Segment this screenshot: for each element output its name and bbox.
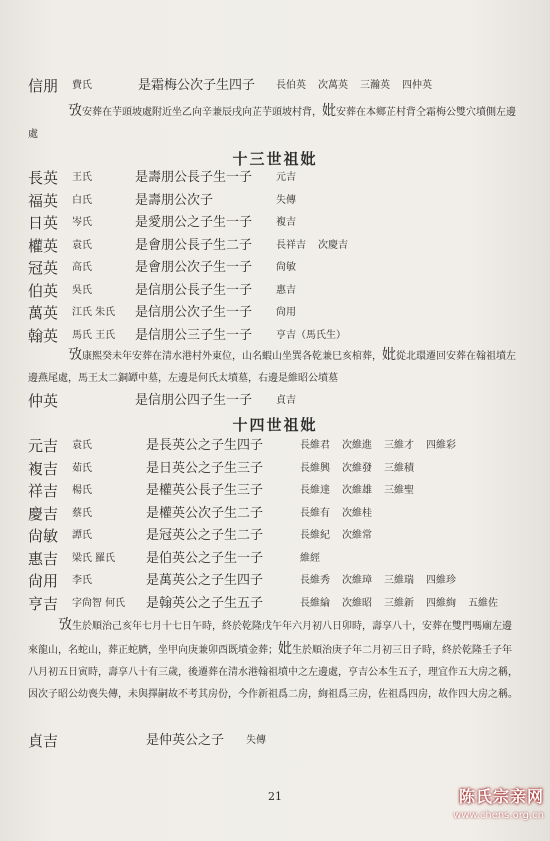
generation-name: 福英 [28, 191, 59, 210]
child-name: 四維彩 [426, 440, 456, 451]
lineage-description: 是信朋公三子生一子 [135, 327, 253, 343]
child-name: 長維達 [300, 485, 330, 496]
child-name: 長祥吉 [276, 239, 306, 251]
child-name: 次維進 [342, 440, 372, 451]
child-name: 三維新 [384, 597, 414, 609]
children-list [276, 235, 360, 257]
spouse-name: 袁氏 [72, 440, 92, 451]
generation-name: 祥吉 [28, 482, 59, 500]
spouse-name: 白氏 [72, 194, 92, 206]
child-name: 長維興 [300, 462, 330, 474]
generation-name: 仲英 [28, 392, 59, 410]
child-name: 次維雄 [342, 485, 372, 496]
generation-name: 尙敏 [28, 527, 59, 545]
children-list [300, 593, 510, 615]
kao-mark: 攷 [68, 103, 82, 119]
children-list [246, 730, 278, 752]
generation-name: 長英 [28, 169, 59, 187]
lineage-description: 是愛朋公之子生一子 [135, 215, 253, 230]
child-name: 長維紀 [300, 530, 330, 541]
generation-name: 權英 [28, 236, 59, 255]
paragraph-text: 安葬在本鄉芷村背仝霜梅公雙穴墳側左邊處 [28, 107, 516, 140]
spouse-name: 高氏 [72, 262, 92, 273]
child-name: 惠吉 [276, 284, 296, 296]
burial-paragraph [28, 344, 520, 390]
lineage-description: 是會朋公次子生一子 [135, 260, 253, 275]
child-name: 次萬英 [318, 80, 348, 91]
generation-name: 複吉 [28, 459, 59, 478]
child-name: 尙用 [276, 307, 296, 318]
child-name: 元吉 [276, 172, 296, 183]
spouse-name: 李氏 [72, 575, 92, 586]
children-list [300, 503, 384, 525]
child-name: 長維有 [300, 507, 330, 519]
lineage-description: 是長英公之子生四子 [146, 438, 264, 453]
children-list [300, 458, 426, 480]
children-list [300, 525, 384, 547]
generation-name: 翰英 [28, 326, 59, 345]
paragraph-text: 生於順治庚子年二月初三日子時，終於乾隆壬子年八月初五日寅時，壽享八十有三歲，後遷葬在清水港翰祖墳中之左邊處，亨吉公本生五子，理宜作五大房之稱，因次子昭公幼喪失傳，未與擇嗣故不考其房份，今作新祖爲二房，絢祖爲三房，佐祖爲四房，故作四大房之稱。 [28, 645, 518, 700]
lineage-description: 是會朋公長子生二子 [135, 237, 253, 253]
spouse-name: 茹氏 [72, 462, 92, 474]
child-name: 次維璋 [342, 575, 372, 586]
children-list [300, 480, 426, 502]
child-name: 四維絢 [426, 597, 456, 609]
spouse-name: 岑氏 [72, 217, 92, 228]
generation-name: 日英 [28, 214, 59, 232]
children-list [276, 257, 308, 279]
kao-mark: 攷 [68, 347, 82, 363]
kao-mark: 攷 [58, 617, 72, 633]
paragraph-text: 從北環遷回安葬在翰祖墳左邊燕尾處，馬王太二銅罈中墓，左邊是何氏太墳墓，右邊是維昭公墳墓 [28, 351, 516, 384]
lineage-description: 是壽朋公次子 [135, 192, 214, 208]
paragraph-text: 生於順治己亥年七月十七日午時，終於乾隆戊午年六月初八日卯時，壽享八十，安葬在雙門嗎廟左邊來龍山，名蛇山，葬正蛇臍，坐甲向庚兼卯酉既墳金葬； [28, 621, 512, 656]
burial-paragraph [28, 614, 520, 706]
children-list [276, 302, 308, 324]
site-watermark [449, 784, 544, 832]
child-name: 尙敏 [276, 262, 296, 273]
page-number: 21 [268, 790, 282, 803]
children-list [300, 548, 332, 570]
paragraph-text: 康熙癸未年安葬在清水港村外東位，山名蝦山坐巽各乾兼巳亥棺葬， [82, 351, 382, 362]
lineage-description: 是權英公次子生二子 [146, 505, 264, 521]
child-name: 長維君 [300, 440, 330, 451]
child-name: 五維佐 [468, 597, 498, 609]
spouse-name: 馬氏 王氏 [72, 329, 116, 341]
bi-mark: 妣 [278, 641, 292, 657]
children-list [276, 280, 308, 302]
child-name: 三瀚英 [360, 80, 390, 91]
children-list [300, 435, 468, 457]
child-name: 亨吉（馬氏生） [276, 329, 346, 341]
section-title-13: 十三世祖妣 [232, 150, 318, 168]
child-name: 三維積 [384, 462, 414, 474]
spouse-name: 江氏 朱氏 [72, 307, 116, 318]
spouse-name: 袁氏 [72, 239, 92, 251]
lineage-description: 是日英公之子生三子 [146, 460, 264, 476]
child-name: 次維昭 [342, 597, 372, 609]
bi-mark: 妣 [322, 103, 336, 119]
child-name: 三維聖 [384, 485, 414, 496]
lineage-description: 是霜梅公次子生四子 [138, 78, 256, 93]
spouse-name: 梁氏 羅氏 [72, 552, 116, 564]
generation-name: 慶吉 [28, 504, 59, 523]
child-name: 四維珍 [426, 575, 456, 586]
generation-name: 冠英 [28, 259, 59, 277]
generation-name: 貞吉 [28, 732, 59, 750]
generation-name: 伯英 [28, 281, 59, 300]
spouse-name: 吳氏 [72, 284, 92, 296]
children-list [276, 190, 308, 212]
child-name: 長伯英 [276, 80, 306, 91]
child-name: 次維桂 [342, 507, 372, 519]
child-name: 次維常 [342, 530, 372, 541]
child-name: 次維發 [342, 462, 372, 474]
child-name: 失傳 [276, 194, 296, 206]
generation-name: 亨吉 [28, 594, 59, 613]
spouse-name: 費氏 [72, 80, 92, 91]
generation-name: 尙用 [28, 572, 59, 590]
lineage-description: 是仲英公之子 [146, 733, 225, 748]
spouse-name: 王氏 [72, 172, 92, 183]
child-name: 四仲英 [402, 80, 432, 91]
watermark-url: www.chens.org.cn [453, 810, 544, 821]
burial-paragraph [28, 100, 520, 146]
spouse-name: 譚氏 [72, 530, 92, 541]
generation-name: 萬英 [28, 304, 59, 322]
watermark-title: 陈氏宗亲网 [458, 787, 544, 806]
children-list [276, 75, 444, 97]
lineage-description: 是伯英公之子生一子 [146, 550, 264, 566]
bi-mark: 妣 [382, 347, 396, 363]
lineage-description: 是權英公長子生三子 [146, 483, 264, 498]
child-name: 三維才 [384, 440, 414, 451]
paragraph-text: 安葬在芋頭坡處附近坐乙向辛兼辰戌向芷芋頭坡村背， [82, 107, 322, 118]
children-list [300, 570, 468, 592]
lineage-description: 是信朋公四子生一子 [135, 393, 253, 408]
spouse-name: 楊氏 [72, 485, 92, 496]
lineage-description: 是壽朋公長子生一子 [135, 170, 253, 185]
child-name: 次慶吉 [318, 239, 348, 251]
children-list [276, 390, 308, 412]
children-list [276, 167, 308, 189]
lineage-description: 是冠英公之子生二子 [146, 528, 264, 543]
spouse-name: 字尙智 何氏 [72, 597, 126, 609]
generation-name: 元吉 [28, 437, 59, 455]
spouse-name: 蔡氏 [72, 507, 92, 519]
generation-name: 惠吉 [28, 549, 59, 568]
child-name: 長維綸 [300, 597, 330, 609]
section-title-14: 十四世祖妣 [232, 416, 318, 434]
child-name: 貞吉 [276, 395, 296, 406]
children-list [276, 212, 308, 234]
lineage-description: 是信朋公長子生一子 [135, 282, 253, 298]
lineage-description: 是信朋公次子生一子 [135, 305, 253, 320]
lineage-description: 是翰英公之子生五子 [146, 595, 264, 611]
child-name: 複吉 [276, 217, 296, 228]
child-name: 三維瑞 [384, 575, 414, 586]
child-name: 長維秀 [300, 575, 330, 586]
child-name: 失傳 [246, 735, 266, 746]
child-name: 維經 [300, 552, 320, 564]
lineage-description: 是萬英公之子生四子 [146, 573, 264, 588]
generation-name: 信朋 [28, 77, 59, 95]
